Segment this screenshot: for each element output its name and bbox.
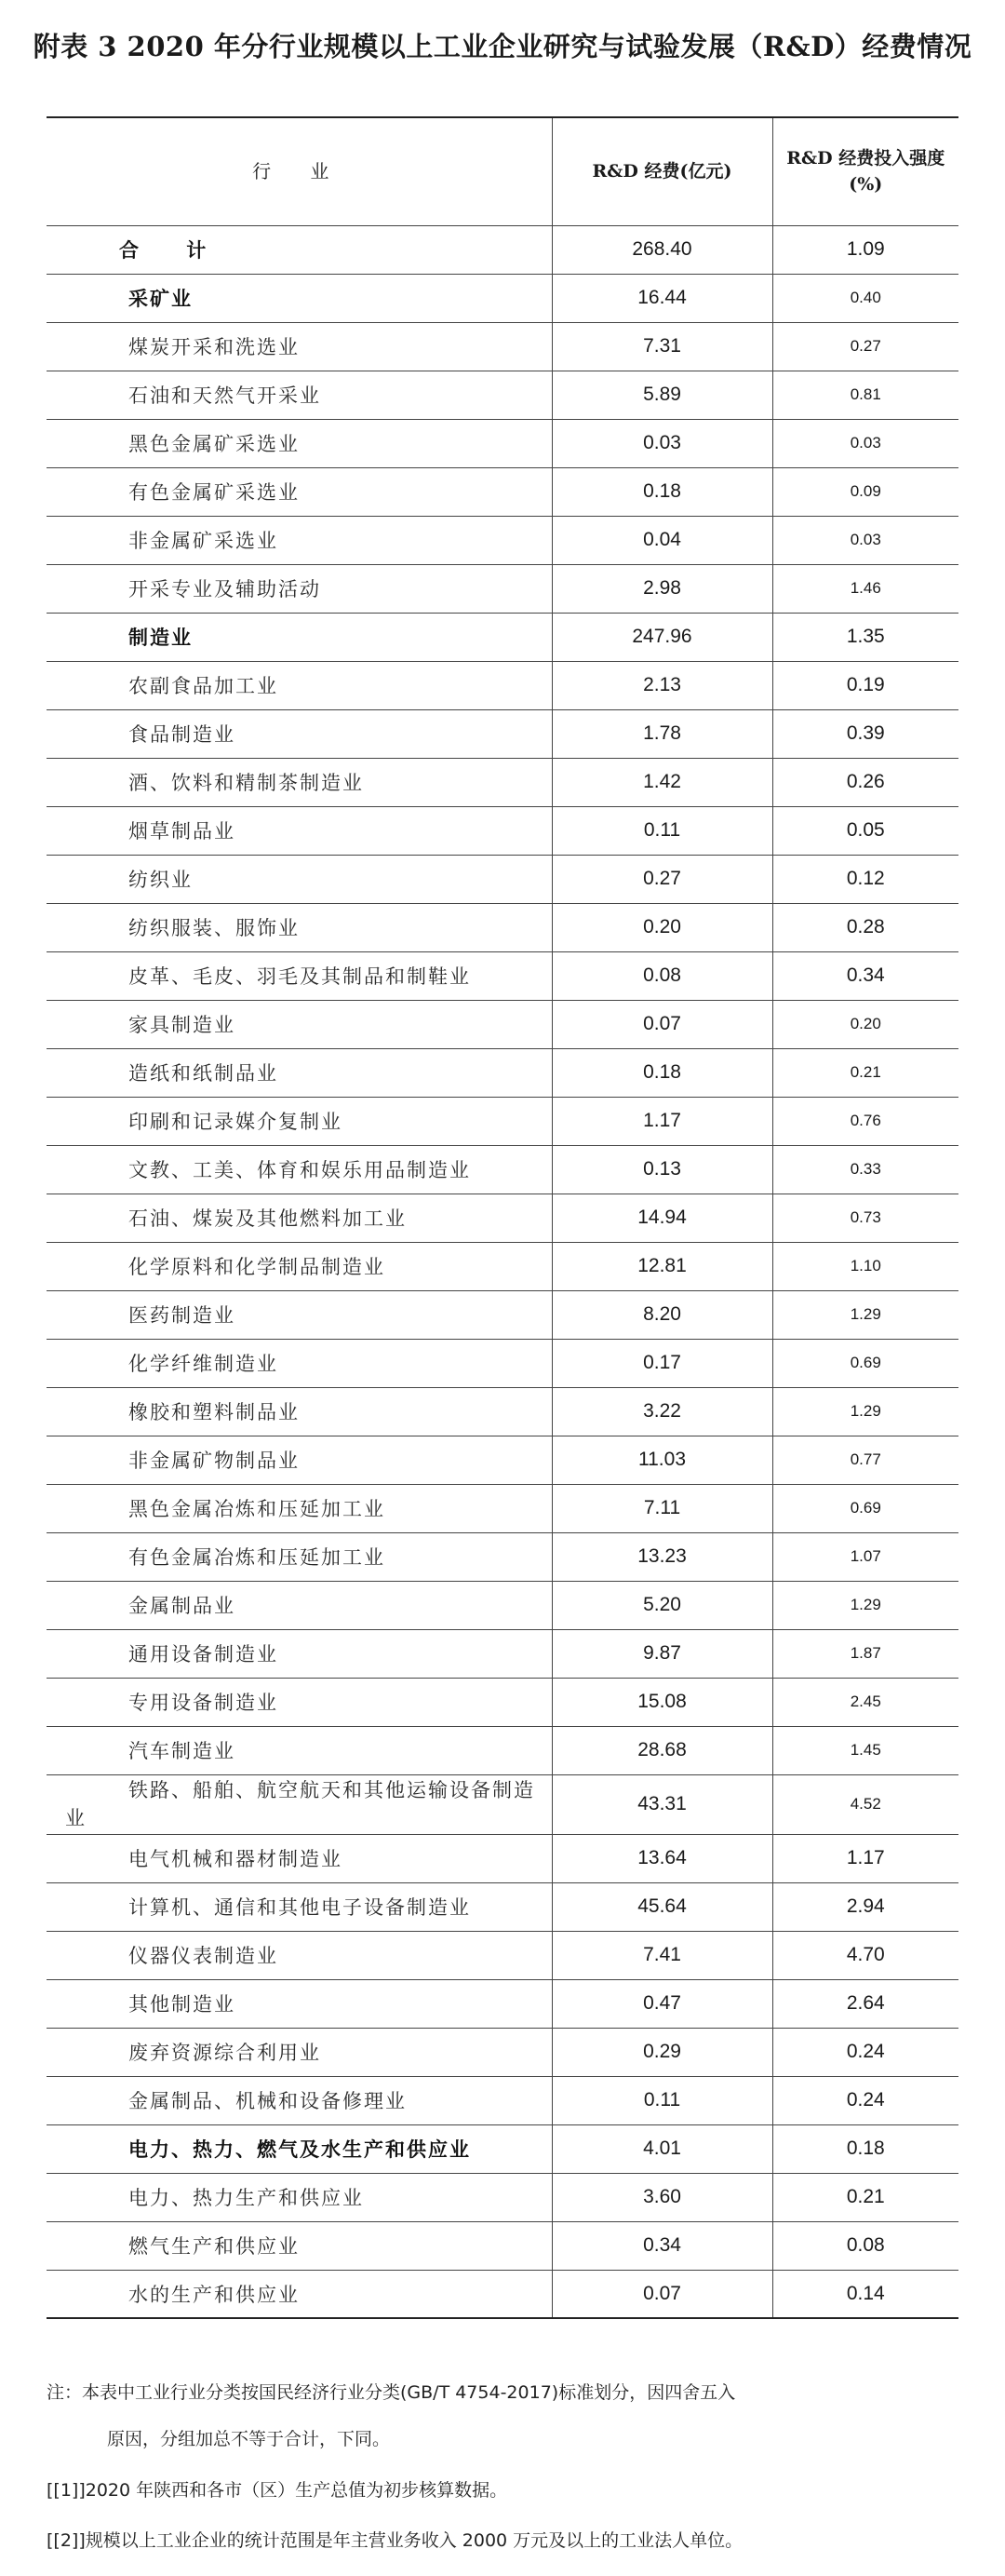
rd-expense-cell: 0.11 [552,2076,772,2124]
industry-name-cell: 燃气生产和供应业 [47,2221,552,2270]
table-row [47,2028,958,2076]
table-row [47,709,958,758]
rd-intensity-cell: 0.27 [772,322,958,371]
rd-expense-cell: 13.64 [552,1834,772,1882]
rd-expense-table [47,116,958,2319]
rd-intensity-cell: 0.08 [772,2221,958,2270]
industry-name-cell: 仪器仪表制造业 [47,1931,552,1979]
rd-expense-cell: 1.78 [552,709,772,758]
rd-expense-cell: 2.13 [552,661,772,709]
rd-expense-cell: 7.31 [552,322,772,371]
industry-name-cell: 化学纤维制造业 [47,1339,552,1387]
rd-expense-cell: 0.27 [552,855,772,903]
rd-expense-cell: 0.17 [552,1339,772,1387]
rd-intensity-cell: 0.03 [772,419,958,467]
table-row [47,1194,958,1242]
rd-intensity-cell: 1.35 [772,613,958,661]
industry-name-cell: 农副食品加工业 [47,661,552,709]
rd-intensity-cell: 0.28 [772,903,958,951]
rd-expense-cell: 5.20 [552,1581,772,1629]
rd-expense-cell: 3.60 [552,2173,772,2221]
rd-intensity-cell: 1.29 [772,1581,958,1629]
rd-intensity-cell: 0.12 [772,855,958,903]
rd-intensity-cell: 0.20 [772,1000,958,1048]
rd-expense-cell: 0.34 [552,2221,772,2270]
rd-intensity-cell: 0.81 [772,371,958,419]
table-row [47,2076,958,2124]
rd-intensity-cell: 1.17 [772,1834,958,1882]
rd-expense-cell: 0.03 [552,419,772,467]
rd-expense-cell: 11.03 [552,1436,772,1484]
table-row [47,1774,958,1834]
industry-name-cell: 非金属矿物制品业 [47,1436,552,1484]
table-row [47,1436,958,1484]
table-row [47,1726,958,1774]
table-row [47,2173,958,2221]
industry-name-cell: 家具制造业 [47,1000,552,1048]
table-row [47,1000,958,1048]
rd-expense-cell: 0.18 [552,467,772,516]
rd-expense-cell: 16.44 [552,274,772,322]
header-industry: 行 业 [47,117,552,225]
header-rd-intensity: R&D 经费投入强度(%) [772,117,958,225]
table-row [47,1048,958,1097]
rd-expense-cell: 14.94 [552,1194,772,1242]
industry-name-cell: 开采专业及辅助活动 [47,564,552,613]
industry-name-cell: 石油和天然气开采业 [47,371,552,419]
table-row [47,2270,958,2318]
table-row [47,322,958,371]
rd-intensity-cell: 0.18 [772,2124,958,2173]
note-classification: 注：本表中工业行业分类按国民经济行业分类(GB/T 4754-2017)标准划分，因四舍五入 [47,2382,736,2403]
rd-expense-cell: 0.11 [552,806,772,855]
rd-intensity-cell: 0.69 [772,1339,958,1387]
rd-expense-cell: 0.07 [552,2270,772,2318]
industry-name-cell: 纺织业 [47,855,552,903]
industry-name-cell: 废弃资源综合利用业 [47,2028,552,2076]
rd-expense-cell: 45.64 [552,1882,772,1931]
rd-intensity-cell: 0.76 [772,1097,958,1145]
industry-name-cell: 有色金属矿采选业 [47,467,552,516]
industry-name-cell: 煤炭开采和洗选业 [47,322,552,371]
table-row [47,806,958,855]
industry-name-cell: 金属制品、机械和设备修理业 [47,2076,552,2124]
rd-intensity-cell: 0.21 [772,1048,958,1097]
industry-name-cell: 金属制品业 [47,1581,552,1629]
table-row [47,613,958,661]
table-row [47,1931,958,1979]
industry-name-cell: 纺织服装、服饰业 [47,903,552,951]
table-row [47,951,958,1000]
rd-intensity-cell: 1.87 [772,1629,958,1678]
rd-expense-cell: 28.68 [552,1726,772,1774]
rd-expense-cell: 5.89 [552,371,772,419]
table-row [47,467,958,516]
rd-intensity-cell: 0.09 [772,467,958,516]
industry-name-cell: 石油、煤炭及其他燃料加工业 [47,1194,552,1242]
rd-expense-cell: 15.08 [552,1678,772,1726]
rd-expense-cell: 4.01 [552,2124,772,2173]
rd-expense-cell: 0.13 [552,1145,772,1194]
industry-name-cell: 有色金属冶炼和压延加工业 [47,1532,552,1581]
industry-name-cell: 黑色金属冶炼和压延加工业 [47,1484,552,1532]
rd-intensity-cell: 0.21 [772,2173,958,2221]
industry-name-cell: 其他制造业 [47,1979,552,2028]
industry-name-cell: 水的生产和供应业 [47,2270,552,2318]
page-title: 附表 3 2020 年分行业规模以上工业企业研究与试验发展（R&D）经费情况 [33,31,972,62]
rd-intensity-cell: 0.19 [772,661,958,709]
rd-intensity-cell: 1.45 [772,1726,958,1774]
rd-intensity-cell: 0.73 [772,1194,958,1242]
rd-intensity-cell: 1.09 [772,225,958,274]
industry-name-cell: 食品制造业 [47,709,552,758]
table-row [47,1097,958,1145]
table-row [47,1484,958,1532]
industry-name-cell: 文教、工美、体育和娱乐用品制造业 [47,1145,552,1194]
rd-intensity-cell: 0.03 [772,516,958,564]
industry-name-cell: 医药制造业 [47,1290,552,1339]
industry-name-cell: 铁路、船舶、航空航天和其他运输设备制造业 [47,1774,552,1834]
note-gdp: [[1]]2020 年陕西和各市（区）生产总值为初步核算数据。 [47,2480,508,2501]
table-row [47,903,958,951]
table-row [47,855,958,903]
rd-intensity-cell: 0.39 [772,709,958,758]
rd-intensity-cell: 0.24 [772,2028,958,2076]
rd-intensity-cell: 0.69 [772,1484,958,1532]
rd-expense-cell: 0.29 [552,2028,772,2076]
table-row [47,1629,958,1678]
rd-intensity-cell: 1.10 [772,1242,958,1290]
table-row [47,274,958,322]
table-row [47,1290,958,1339]
industry-name-cell: 计算机、通信和其他电子设备制造业 [47,1882,552,1931]
industry-name-cell: 橡胶和塑料制品业 [47,1387,552,1436]
table-row [47,758,958,806]
rd-intensity-cell: 0.34 [772,951,958,1000]
rd-expense-cell: 0.07 [552,1000,772,1048]
rd-expense-cell: 1.42 [552,758,772,806]
rd-expense-cell: 3.22 [552,1387,772,1436]
table-row [47,1882,958,1931]
table-row [47,1387,958,1436]
table-row [47,1339,958,1387]
rd-expense-cell: 13.23 [552,1532,772,1581]
rd-expense-cell: 7.11 [552,1484,772,1532]
rd-expense-cell: 7.41 [552,1931,772,1979]
header-rd-expense: R&D 经费(亿元) [552,117,772,225]
industry-name-cell: 制造业 [47,613,552,661]
industry-name-cell: 黑色金属矿采选业 [47,419,552,467]
industry-name-cell: 非金属矿采选业 [47,516,552,564]
footnotes [47,2369,968,2561]
rd-intensity-cell: 4.70 [772,1931,958,1979]
rd-expense-cell: 8.20 [552,1290,772,1339]
industry-name-cell: 烟草制品业 [47,806,552,855]
industry-name-cell: 电力、热力、燃气及水生产和供应业 [47,2124,552,2173]
rd-expense-cell: 247.96 [552,613,772,661]
rd-intensity-cell: 0.24 [772,2076,958,2124]
rd-intensity-cell: 2.94 [772,1882,958,1931]
rd-expense-cell: 9.87 [552,1629,772,1678]
rd-intensity-cell: 0.26 [772,758,958,806]
table-row [47,1979,958,2028]
industry-name-cell: 造纸和纸制品业 [47,1048,552,1097]
rd-intensity-cell: 4.52 [772,1774,958,1834]
table-row [47,1242,958,1290]
industry-name-cell: 化学原料和化学制品制造业 [47,1242,552,1290]
table-row [47,1581,958,1629]
table-header-row [47,117,958,225]
industry-name-cell: 皮革、毛皮、羽毛及其制品和制鞋业 [47,951,552,1000]
rd-intensity-cell: 0.14 [772,2270,958,2318]
industry-name-cell: 通用设备制造业 [47,1629,552,1678]
table-row [47,419,958,467]
rd-intensity-cell: 0.05 [772,806,958,855]
rd-expense-cell: 1.17 [552,1097,772,1145]
rd-intensity-cell: 1.29 [772,1387,958,1436]
table-row [47,225,958,274]
rd-expense-cell: 0.04 [552,516,772,564]
table-row [47,371,958,419]
industry-name-cell: 专用设备制造业 [47,1678,552,1726]
industry-name-cell: 采矿业 [47,274,552,322]
table-row [47,1145,958,1194]
industry-name-cell: 汽车制造业 [47,1726,552,1774]
rd-intensity-cell: 0.33 [772,1145,958,1194]
rd-intensity-cell: 1.46 [772,564,958,613]
rd-intensity-cell: 1.29 [772,1290,958,1339]
table-row [47,1532,958,1581]
rd-intensity-cell: 2.45 [772,1678,958,1726]
table-row [47,2124,958,2173]
rd-expense-cell: 12.81 [552,1242,772,1290]
rd-intensity-cell: 0.77 [772,1436,958,1484]
note-scope: [[2]]规模以上工业企业的统计范围是年主营业务收入 2000 万元及以上的工业法人单位。 [47,2530,744,2551]
rd-expense-cell: 43.31 [552,1774,772,1834]
rd-expense-cell: 0.18 [552,1048,772,1097]
rd-intensity-cell: 1.07 [772,1532,958,1581]
note-classification-cont: 原因，分组加总不等于合计，下同。 [107,2429,391,2449]
industry-name-cell: 电力、热力生产和供应业 [47,2173,552,2221]
rd-expense-cell: 2.98 [552,564,772,613]
table-row [47,1678,958,1726]
table-row [47,1834,958,1882]
industry-name-cell: 合 计 [47,225,552,274]
rd-expense-cell: 0.08 [552,951,772,1000]
industry-name-cell: 酒、饮料和精制茶制造业 [47,758,552,806]
rd-intensity-cell: 2.64 [772,1979,958,2028]
table-row [47,564,958,613]
industry-name-cell: 印刷和记录媒介复制业 [47,1097,552,1145]
rd-expense-cell: 0.20 [552,903,772,951]
table-row [47,2221,958,2270]
rd-intensity-cell: 0.40 [772,274,958,322]
table-row [47,661,958,709]
table-row [47,516,958,564]
industry-name-cell: 电气机械和器材制造业 [47,1834,552,1882]
rd-expense-cell: 268.40 [552,225,772,274]
rd-expense-cell: 0.47 [552,1979,772,2028]
